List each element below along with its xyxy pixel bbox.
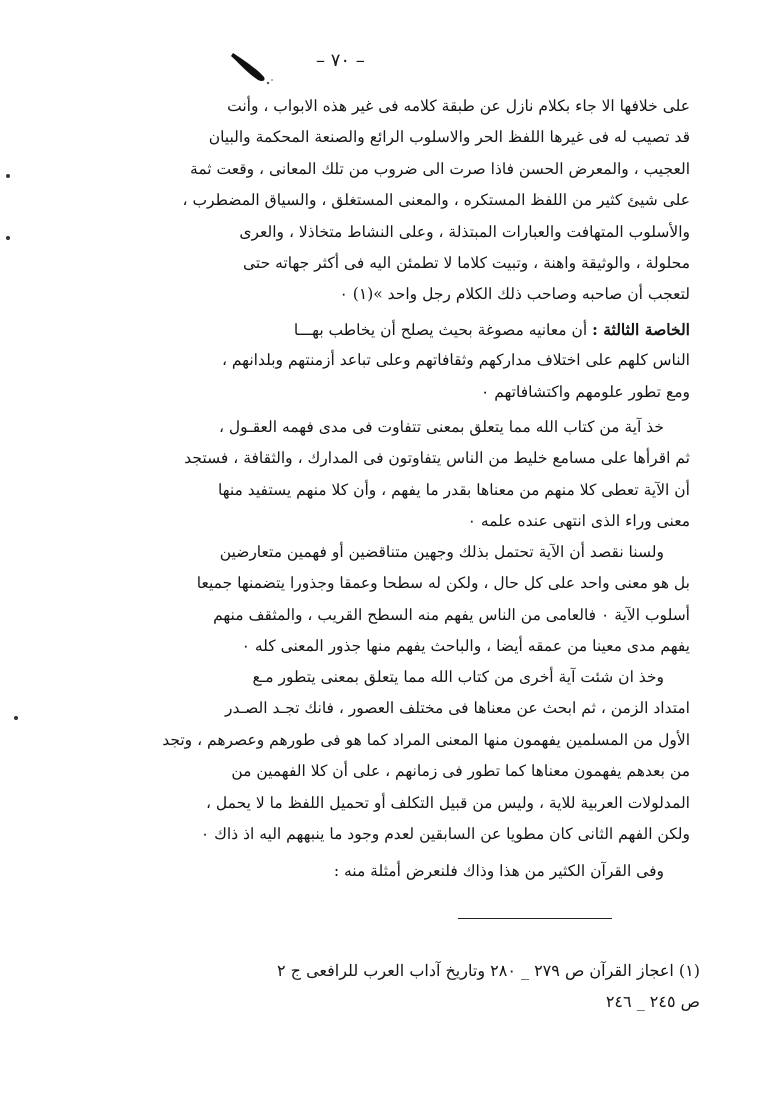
text-line: من بعدهم يفهمون معناها كما تطور فى زمانهم ، على أن كلا الفهمين من [231, 762, 690, 781]
paragraph-3 [70, 412, 690, 538]
text-line: على خلافها الا جاء بكلام نازل عن طبقة كلامه فى غير هذه الابواب ، وأنت [227, 97, 690, 115]
margin-dot [6, 174, 10, 178]
margin-dot [14, 716, 18, 720]
text-line-rest: أن معانيه مصوغة بحيث يصلح أن يخاطب بهـــا [293, 321, 593, 339]
footnote-divider [458, 918, 612, 919]
footnote-line: (١) اعجاز القرآن ص ٢٧٩ _ ٢٨٠ وتاريخ آداب العرب للرافعى ج ٢ [276, 961, 700, 980]
text-line [70, 314, 690, 345]
text-line: ومع تطور علومهم واكتشافاتهم ٠ [480, 382, 690, 401]
text-line: ولسنا نقصد أن الآية تحتمل بذلك وجهين متناقضين أو فهمين متعارضين [219, 543, 664, 561]
margin-dot [6, 236, 10, 240]
paragraph-6 [70, 856, 690, 887]
text-line: المدلولات العربية للاية ، وليس من قبيل التكلف أو تحميل اللفظ ما لا يحمل ، [205, 793, 690, 812]
text-line: العجيب ، والمعرض الحسن فاذا صرت الى ضروب من تلك المعانى ، وقعت ثمة [190, 159, 690, 178]
text-line: بل هو معنى واحد على كل حال ، ولكن له سطحا وعمقا وجذورا يتضمنها جميعا [196, 574, 690, 593]
text-line: معنى وراء الذى انتهى عنده علمه ٠ [467, 512, 690, 531]
text-line: أسلوب الآية ٠ فالعامى من الناس يفهم منه السطح القريب ، والمثقف منهم [213, 605, 690, 624]
text-line: وخذ ان شئت آية أخرى من كتاب الله مما يتعلق بمعنى يتطور مـع [252, 668, 664, 686]
footnote-line: ص ٢٤٥ _ ٢٤٦ [605, 992, 700, 1012]
footnote [70, 955, 700, 1018]
text-line: الأول من المسلمين يفهمون منها المعنى المراد كما هو فى طورهم وعصرهم ، وتجد [162, 730, 690, 749]
paragraph-5 [70, 662, 690, 850]
text-line: خذ آية من كتاب الله مما يتعلق بمعنى تتفاوت فى مدى فهمه العقـول ، [218, 418, 664, 436]
text-line: لتعجب أن صاحبه وصاحب ذلك الكلام رجل واحد »(١) ٠ [339, 285, 690, 304]
text-line: على شيئ كثير من اللفظ المستكره ، والمعنى المستغلق ، والسياق المضطرب ، [182, 191, 690, 210]
pen-stroke-mark [228, 50, 274, 86]
page-number: – ٧٠ – [316, 50, 365, 71]
text-line: ثم اقرأها على مسامع خليط من الناس يتفاوتون فى المدارك ، والثقافة ، فستجد [184, 449, 690, 468]
text-line: امتداد الزمن ، ثم ابحث عن معناها فى مختلف العصور ، فانك تجـد الصـدر [224, 699, 690, 718]
text-line: أن الآية تعطى كلا منهم من معناها بقدر ما يفهم ، وأن كلا منهم يستفيد منها [217, 480, 690, 499]
paragraph-2 [70, 314, 690, 408]
text-line: الناس كلهم على اختلاف مداركهم وثقافاتهم وعلى تباعد أزمنتهم وبلدانهم ، [221, 351, 690, 370]
text-line: محلولة ، والوثيقة واهنة ، وتبيت كلاما لا تطمئن اليه فى أكثر جهاته حتى [243, 253, 690, 272]
text-line: يفهم مدى معينا من عمقه أيضا ، والباحث يفهم منها جذور المعنى كله ٠ [241, 637, 690, 656]
text-line: وفى القرآن الكثير من هذا وذاك فلنعرض أمثلة منه : [333, 862, 664, 880]
paragraph-4 [70, 537, 690, 663]
paragraph-1 [70, 91, 690, 311]
text-line: والأسلوب المتهافت والعبارات المبتذلة ، وعلى النشاط متخاذلا ، والعرى [239, 222, 690, 241]
text-line: ولكن الفهم الثانى كان مطويا عن السابقين لعدم وجود ما ينبههم اليه اذ ذاك ٠ [200, 824, 690, 843]
text-line: قد تصيب له فى غيرها اللفظ الحر والاسلوب الرائع والصنعة المحكمة والبيان [208, 128, 690, 147]
section-heading: الخاصة الثالثة : [592, 320, 690, 339]
